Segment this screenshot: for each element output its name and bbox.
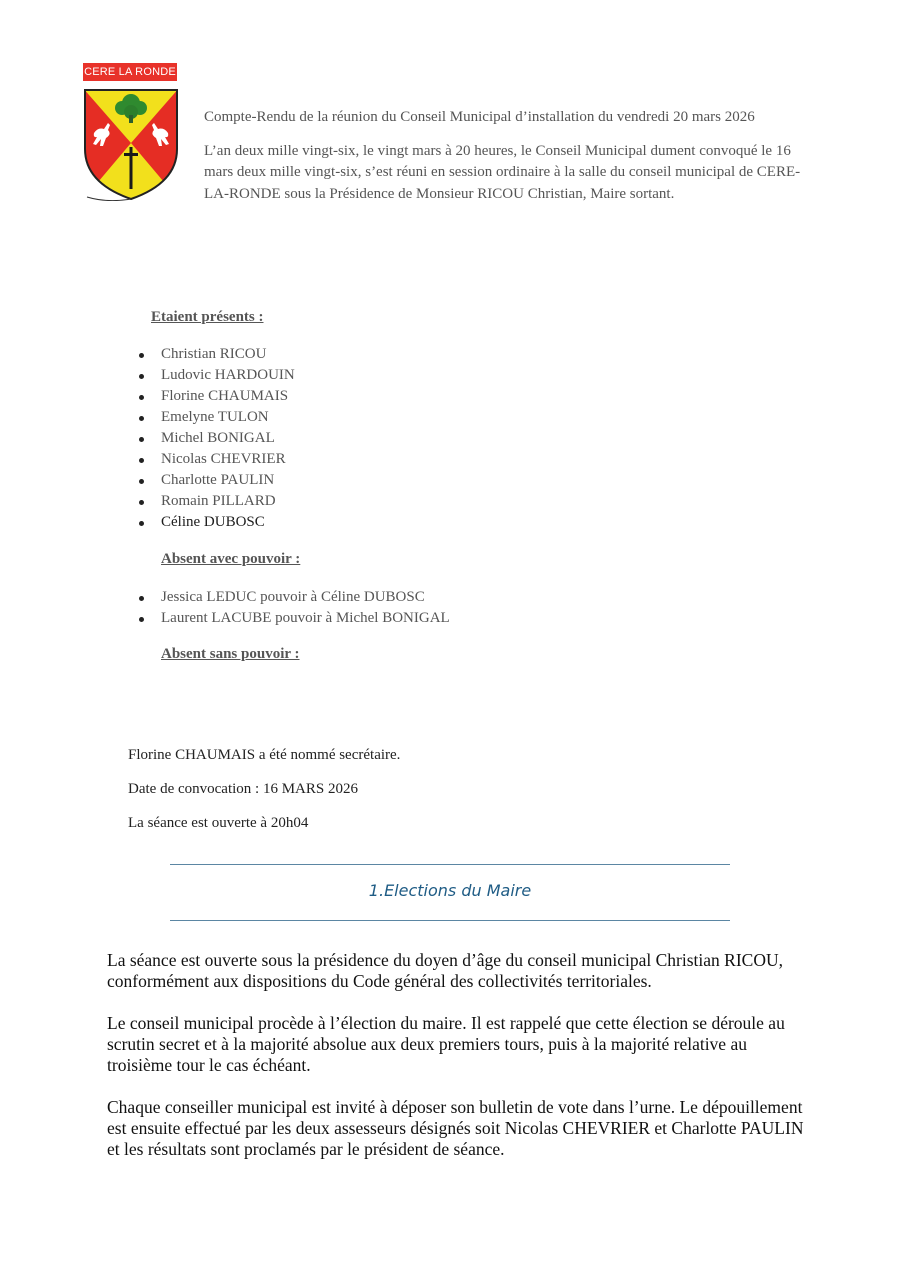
list-item: Ludovic HARDOUIN <box>135 365 535 386</box>
intro-paragraph: L’an deux mille vingt-six, le vingt mars à 20 heures, le Conseil Municipal dument convoqué le 16 mars deux mille vingt-six, s’est réuni en session ordinaire à la salle du conseil municipal de CERE-LA-RONDE sous la Présidence de Monsieur RICOU Christian, Maire sortant. <box>204 142 801 202</box>
list-item: Jessica LEDUC pouvoir à Céline DUBOSC <box>135 587 635 608</box>
list-item: Laurent LACUBE pouvoir à Michel BONIGAL <box>135 608 635 629</box>
absent-with-proxy-list <box>135 587 635 629</box>
present-heading: Etaient présents : <box>151 309 264 325</box>
header-block <box>204 107 804 205</box>
divider-bottom <box>170 920 730 921</box>
convocation-date: Date de convocation : 16 MARS 2026 <box>128 781 358 797</box>
list-item: Romain PILLARD <box>135 491 535 512</box>
opening-time: La séance est ouverte à 20h04 <box>128 815 309 831</box>
body-paragraph: Chaque conseiller municipal est invité à déposer son bulletin de vote dans l’urne. Le dépouillement est ensuite effectué par les deux assesseurs désignés soit Nicolas CHEVRIER et Charlotte PAULIN et les résultats sont proclamés par le président de séance. <box>107 1097 804 1159</box>
list-item: Florine CHAUMAIS <box>135 386 535 407</box>
list-item: Céline DUBOSC <box>135 512 535 533</box>
secretary-line: Florine CHAUMAIS a été nommé secrétaire. <box>128 747 401 763</box>
body-paragraph: La séance est ouverte sous la présidence du doyen d’âge du conseil municipal Christian RICOU, conformément aux dispositions du Code général des collectivités territoriales. <box>107 950 783 991</box>
divider-top <box>170 864 730 865</box>
logo-label: CERE LA RONDE <box>83 63 177 81</box>
body-paragraph: Le conseil municipal procède à l’élection du maire. Il est rappelé que cette élection se déroule au scrutin secret et à la majorité absolue aux deux premiers tours, puis à la majorité relative au troisième tour le cas échéant. <box>107 1013 785 1075</box>
list-item: Christian RICOU <box>135 344 535 365</box>
list-item: Michel BONIGAL <box>135 428 535 449</box>
coat-of-arms-icon <box>82 87 180 201</box>
list-item: Charlotte PAULIN <box>135 470 535 491</box>
document-title: Compte-Rendu de la réunion du Conseil Municipal d’installation du vendredi 20 mars 2026 <box>204 109 755 125</box>
absent-without-proxy-heading: Absent sans pouvoir : <box>161 646 300 662</box>
list-item: Emelyne TULON <box>135 407 535 428</box>
absent-with-proxy-heading: Absent avec pouvoir : <box>161 551 301 567</box>
present-list <box>135 344 535 533</box>
list-item: Nicolas CHEVRIER <box>135 449 535 470</box>
section-title: 1.Elections du Maire <box>368 881 532 900</box>
